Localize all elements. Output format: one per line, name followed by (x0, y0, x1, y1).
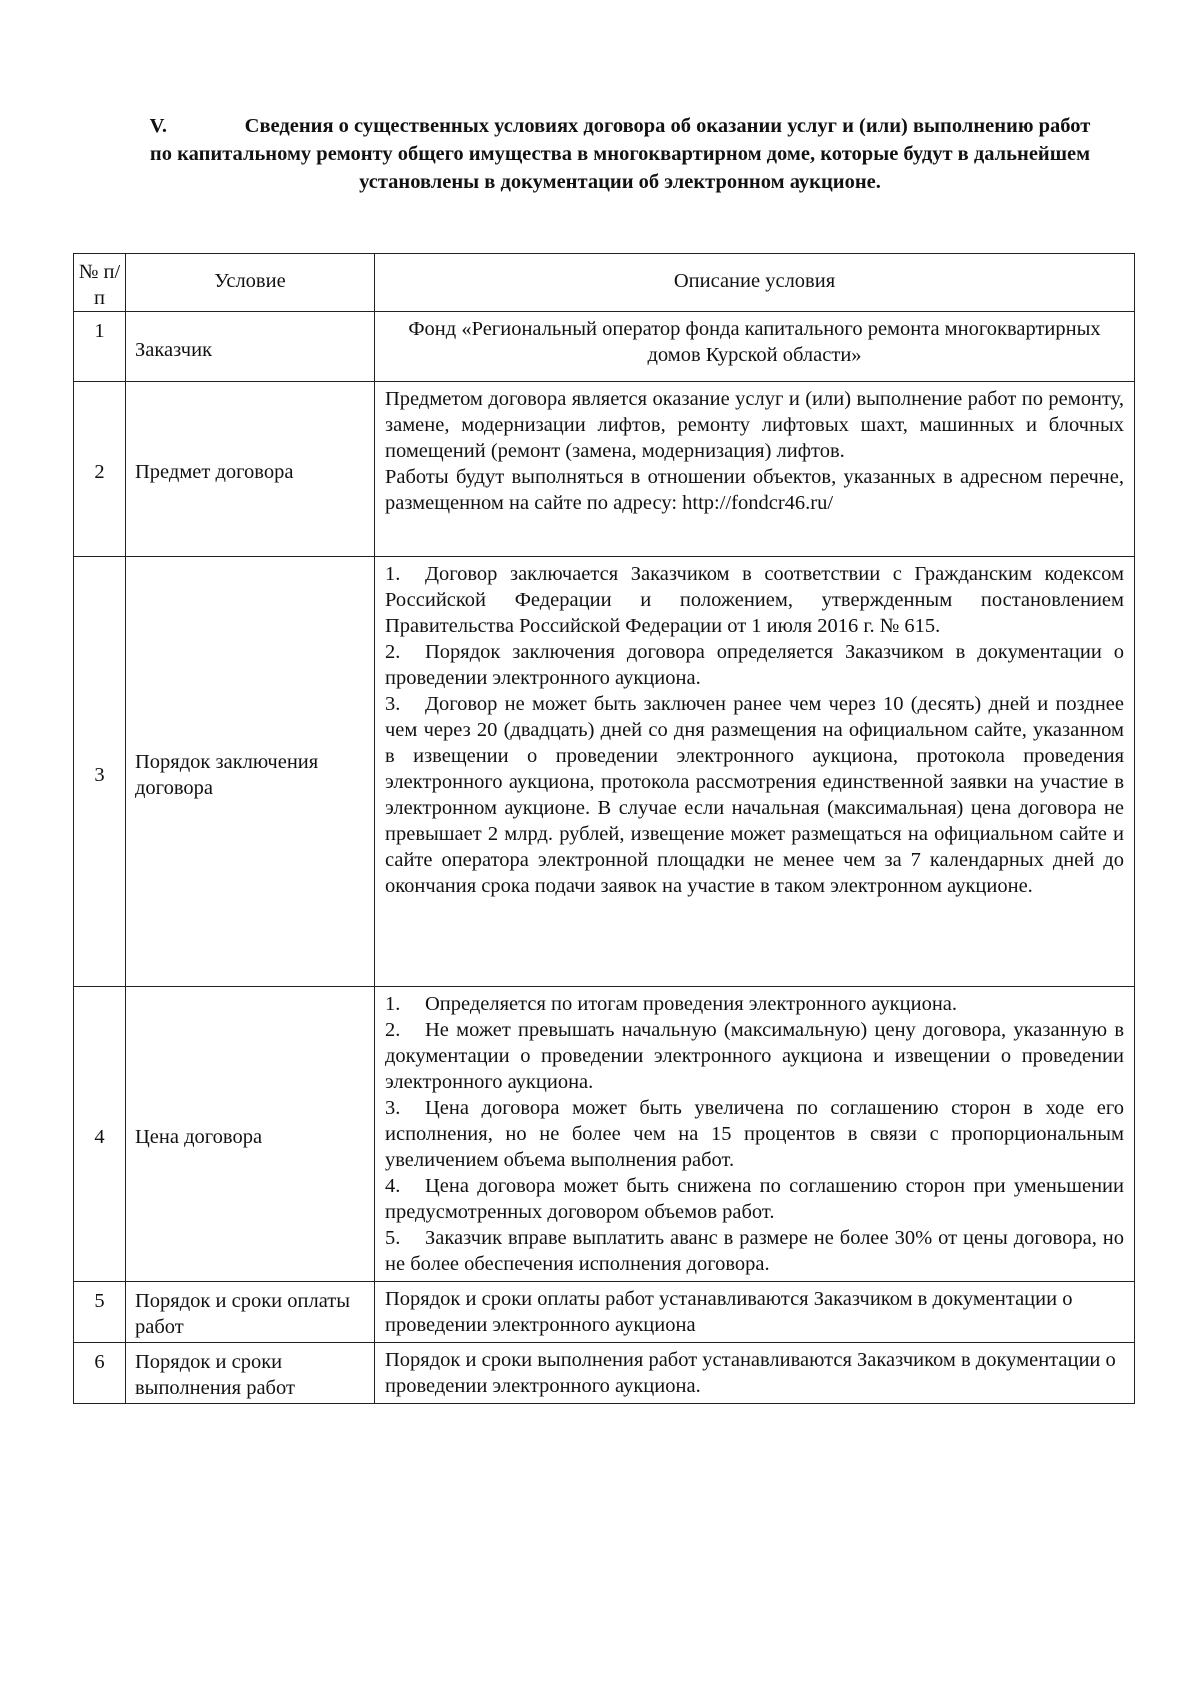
row-number: 4 (74, 987, 126, 1282)
table-row (74, 1282, 1135, 1343)
list-item: 4. Цена договора может быть снижена по соглашению сторон при уменьшении предусмотренных договором объемов работ. (385, 1175, 1124, 1223)
row-description: Порядок и сроки оплаты работ устанавливаются Заказчиком в документации о проведении электронного аукциона (375, 1282, 1135, 1343)
header-num: № п/п (74, 254, 126, 312)
row-number: 5 (74, 1282, 126, 1343)
row-description (375, 557, 1135, 987)
row-condition: Порядок и сроки оплаты работ (126, 1282, 375, 1343)
row-condition: Заказчик (126, 312, 375, 382)
row-description (375, 382, 1135, 557)
section-title: Сведения о существенных условиях договора об оказании услуг и (или) выполнению работ по капитальному ремонту общего имущества в многоквартирном доме, которые будут в дальнейшем установлены в документации об электронном аукционе. (149, 115, 1091, 193)
table-row (74, 382, 1135, 557)
row-number: 1 (74, 312, 126, 382)
list-item: 2. Порядок заключения договора определяется Заказчиком в документации о проведении электронного аукциона. (385, 641, 1124, 689)
list-item: 3. Цена договора может быть увеличена по соглашению сторон в ходе его исполнения, но не более чем на 15 процентов в связи с пропорциональным увеличением объема выполнения работ. (385, 1097, 1124, 1171)
row-number: 2 (74, 382, 126, 557)
section-heading (140, 112, 1100, 196)
list-item: 1. Определяется по итогам проведения электронного аукциона. (385, 993, 958, 1015)
row-description (375, 987, 1135, 1282)
row-number: 6 (74, 1343, 126, 1404)
row-condition: Порядок и сроки выполнения работ (126, 1343, 375, 1404)
list-item: 5. Заказчик вправе выплатить аванс в размере не более 30% от цены договора, но не более обеспечения исполнения договора. (385, 1227, 1124, 1275)
list-item: 1. Договор заключается Заказчиком в соответствии с Гражданским кодексом Российской Федерации и положением, утвержденным постановлением Правительства Российской Федерации от 1 июля 2016 г. № 615. (385, 563, 1124, 637)
header-condition: Условие (126, 254, 375, 312)
row-condition: Порядок заключения договора (126, 557, 375, 987)
section-number: V. (149, 115, 167, 137)
table-row (74, 1343, 1135, 1404)
table-row (74, 987, 1135, 1282)
row-number: 3 (74, 557, 126, 987)
description-paragraph: Работы будут выполняться в отношении объектов, указанных в адресном перечне, размещенном на сайте по адресу: http://fondcr46.ru/ (385, 466, 1124, 514)
row-description: Фонд «Региональный оператор фонда капитального ремонта многоквартирных домов Курской области» (375, 312, 1135, 382)
row-condition: Предмет договора (126, 382, 375, 557)
table-header-row (74, 254, 1135, 312)
row-condition: Цена договора (126, 987, 375, 1282)
conditions-table (73, 253, 1135, 1404)
description-paragraph: Предметом договора является оказание услуг и (или) выполнение работ по ремонту, замене, модернизации лифтов, ремонту лифтовых шахт, машинных и блочных помещений (ремонт (замена, модернизация) лифтов. (385, 388, 1124, 462)
list-item: 2. Не может превышать начальную (максимальную) цену договора, указанную в документации о проведении электронного аукциона и извещении о проведении электронного аукциона. (385, 1019, 1124, 1093)
table-row (74, 312, 1135, 382)
list-item: 3. Договор не может быть заключен ранее чем через 10 (десять) дней и позднее чем через 20 (двадцать) дней со дня размещения на официальном сайте, указанном в извещении о проведении электронного аукциона, протокола проведения электронного аукциона, протокола рассмотрения единственной заявки на участие в электронном аукционе. В случае если начальная (максимальная) цена договора не превышает 2 млрд. рублей, извещение может размещаться на официальном сайте и сайте оператора электронной площадки не менее чем за 7 календарных дней до окончания срока подачи заявок на участие в таком электронном аукционе. (385, 693, 1124, 897)
table-row (74, 557, 1135, 987)
header-description: Описание условия (375, 254, 1135, 312)
row-description: Порядок и сроки выполнения работ устанавливаются Заказчиком в документации о проведении электронного аукциона. (375, 1343, 1135, 1404)
